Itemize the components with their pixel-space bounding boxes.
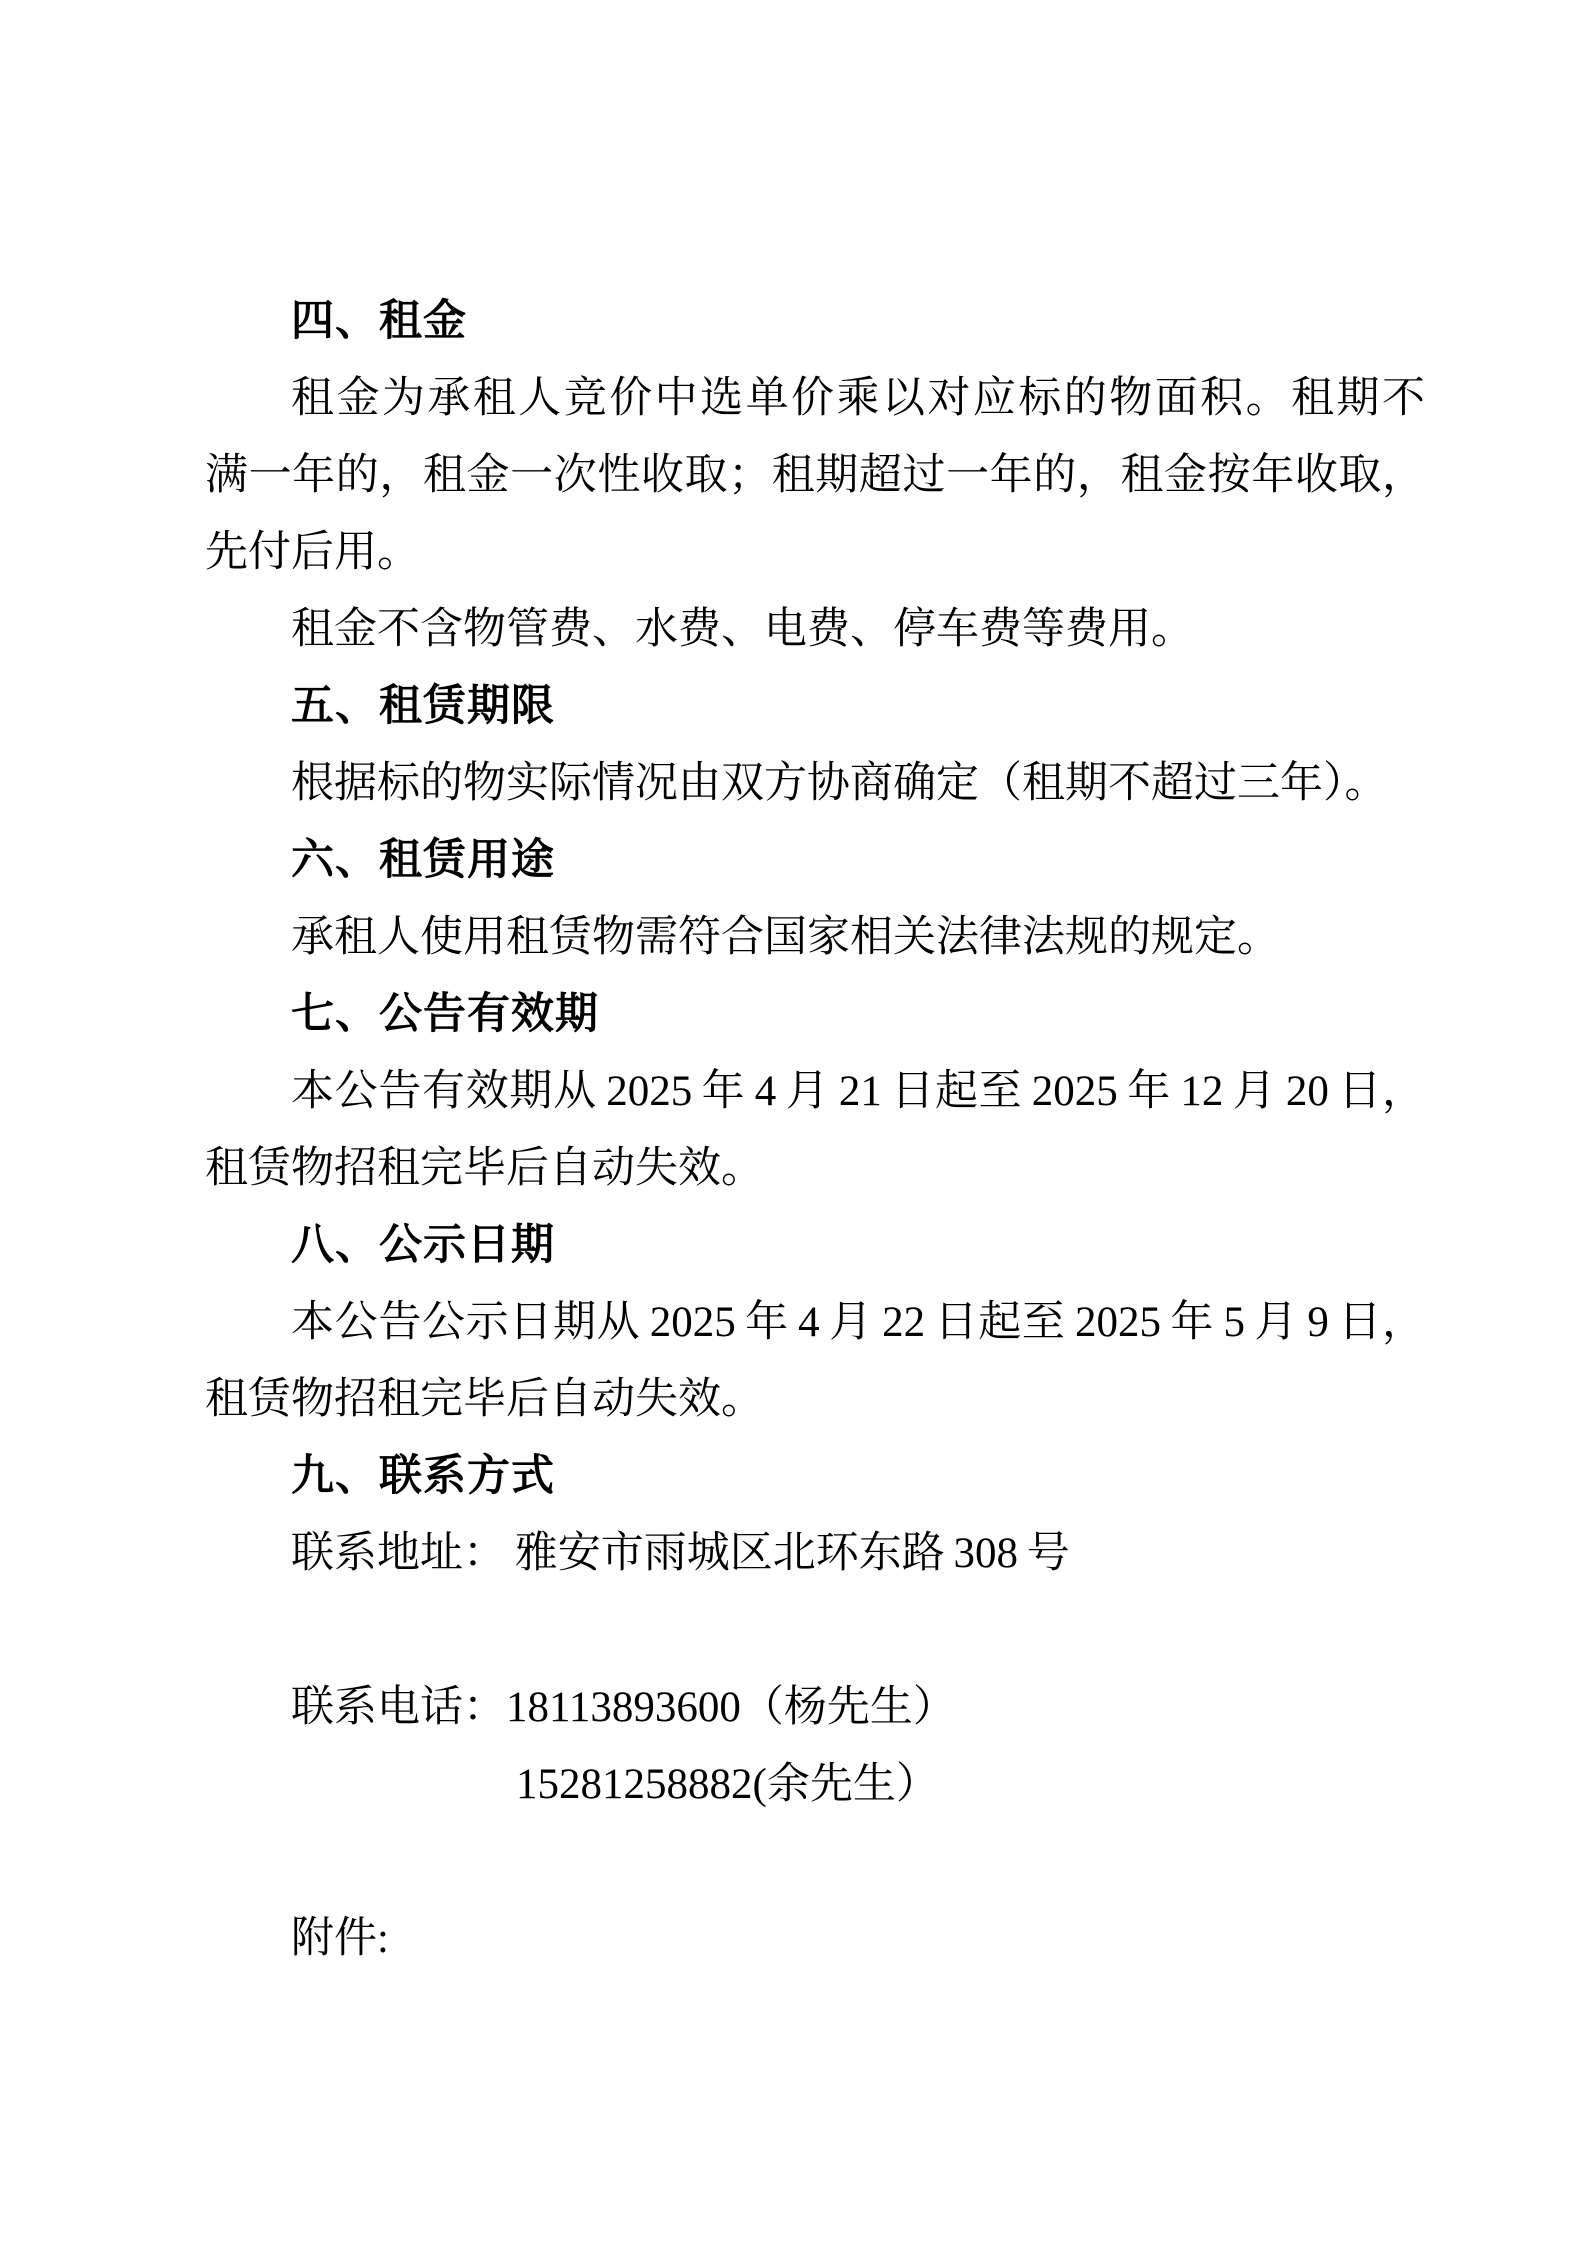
body-line: 租金为承租人竞价中选单价乘以对应标的物面积。租期不	[291, 375, 1425, 422]
body-line: 附件:	[291, 1915, 389, 1962]
section-heading: 四、租金	[291, 297, 467, 345]
section-heading: 八、公示日期	[291, 1221, 555, 1269]
body-line: 联系电话：18113893600（杨先生）	[291, 1684, 956, 1731]
body-line: 本公告有效期从 2025 年 4 月 21 日起至 2025 年 12 月 20 日，	[291, 1068, 1425, 1115]
document-body	[205, 283, 1425, 1977]
section-heading: 七、公告有效期	[291, 990, 599, 1038]
blank-line	[205, 1592, 1425, 1669]
body-line: 租赁物招租完毕后自动失效。	[205, 1376, 764, 1423]
body-line: 本公告公示日期从 2025 年 4 月 22 日起至 2025 年 5 月 9 日，	[291, 1299, 1425, 1346]
body-line: 租赁物招租完毕后自动失效。	[205, 1145, 764, 1192]
body-line: 满一年的，租金一次性收取；租期超过一年的，租金按年收取，	[205, 452, 1425, 499]
body-line: 15281258882(余先生）	[516, 1761, 939, 1808]
blank-line	[205, 1823, 1425, 1900]
body-line: 承租人使用租赁物需符合国家相关法律法规的规定。	[291, 914, 1280, 961]
body-line: 先付后用。	[205, 529, 420, 576]
body-line: 联系地址： 雅安市雨城区北环东路 308 号	[291, 1530, 1070, 1577]
section-heading: 五、租赁期限	[291, 682, 555, 730]
body-line: 根据标的物实际情况由双方协商确定（租期不超过三年）。	[291, 760, 1388, 807]
section-heading: 六、租赁用途	[291, 836, 555, 884]
body-line: 租金不含物管费、水费、电费、停车费等费用。	[291, 606, 1194, 653]
section-heading: 九、联系方式	[291, 1452, 555, 1500]
